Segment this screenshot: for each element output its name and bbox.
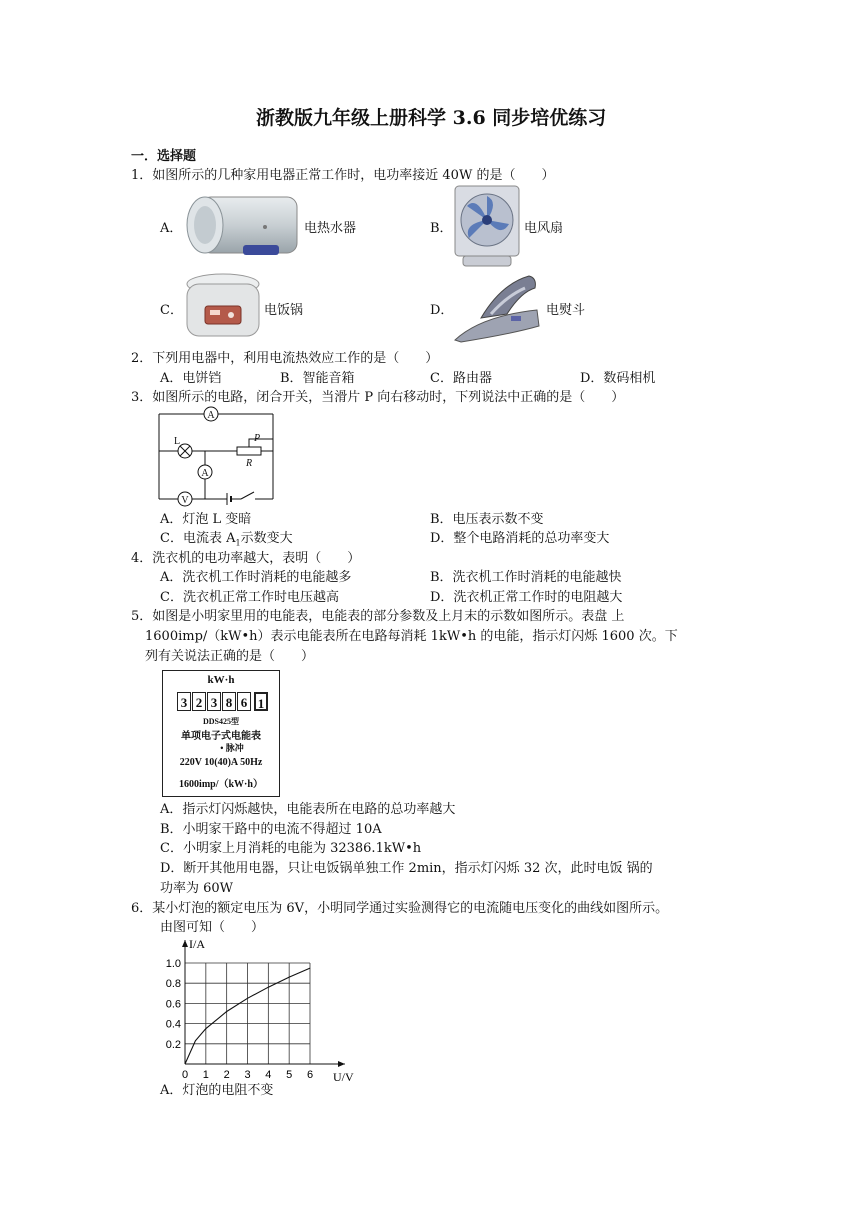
water-heater-image [183, 193, 301, 261]
x-tick-label: 4 [265, 1069, 272, 1081]
meter-digit: 2 [192, 692, 206, 711]
energy-meter [162, 670, 280, 797]
q1-option-a-text: 电热水器 [304, 221, 357, 236]
q4-stem: 4．洗衣机的电功率越大，表明（ ） [131, 551, 361, 566]
q5-option-b: B．小明家干路中的电流不得超过 10A [160, 822, 382, 837]
q1-option-c-label: C． [160, 303, 183, 318]
q1-option-c-text: 电饭锅 [264, 303, 304, 318]
q5-option-d-line1: D．断开其他用电器，只让电饭锅单独工作 2min，指示灯闪烁 32 次，此时电饭 锅的 [160, 861, 653, 876]
section-heading: 一．选择题 [131, 149, 197, 164]
current-voltage-chart [150, 934, 360, 1084]
q3-option-a: A．灯泡 L 变暗 [160, 512, 252, 527]
q3-option-c-sub: 1 [235, 538, 241, 548]
y-tick-label: 1.0 [165, 958, 181, 970]
meter-rating: 220V 10(40)A 50Hz [179, 757, 263, 768]
meter-pulse: • 脉冲 [220, 743, 244, 753]
meter-imp: 1600imp/（kW·h） [179, 779, 263, 790]
q6-option-a: A．灯泡的电阻不变 [160, 1083, 274, 1098]
x-tick-label: 5 [286, 1069, 293, 1081]
q5-stem-line1: 5．如图是小明家里用的电能表，电能表的部分参数及上月末的示数如图所示。表盘 上 [131, 609, 625, 624]
x-tick-label: 3 [244, 1069, 251, 1081]
meter-digit: 3 [207, 692, 221, 711]
q3-option-b: B．电压表示数不变 [430, 512, 544, 527]
x-tick-label: 0 [181, 1069, 189, 1081]
q1-stem: 1．如图所示的几种家用电器正常工作时，电功率接近 40W 的是（ ） [131, 168, 555, 183]
rice-cooker-image [183, 272, 263, 342]
q4-option-a: A．洗衣机工作时消耗的电能越多 [160, 570, 352, 585]
circuit-diagram [155, 404, 280, 508]
voltmeter-label: V [181, 495, 189, 506]
q4-option-c: C．洗衣机正常工作时电压越高 [160, 590, 339, 605]
meter-digit: 6 [237, 692, 251, 711]
meter-digit: 8 [222, 692, 236, 711]
slider-label: P [253, 433, 261, 444]
q1-option-b-text: 电风扇 [524, 221, 564, 236]
meter-digit: 3 [177, 692, 191, 711]
q3-option-d: D．整个电路消耗的总功率变大 [430, 531, 610, 546]
x-axis-label: U/V [333, 1070, 354, 1084]
meter-name: 单项电子式电能表 [181, 731, 261, 742]
q2-option-b: B．智能音箱 [280, 371, 355, 386]
y-tick-label: 0.6 [165, 998, 181, 1011]
q5-stem-line3: 列有关说法正确的是（ ） [145, 649, 315, 664]
q2-option-a: A．电饼铛 [160, 371, 222, 386]
ammeter-top-label: A [207, 410, 215, 421]
q5-stem-line2: 1600imp/（kW•h）表示电能表所在电路每消耗 1kW•h 的电能，指示灯闪烁 1600 次。下 [145, 629, 678, 644]
meter-digit-decimal: 1 [254, 692, 268, 711]
q2-option-c: C．路由器 [430, 371, 492, 386]
q3-option-c-pre: C．电流表 A [160, 531, 236, 546]
q4-option-b: B．洗衣机工作时消耗的电能越快 [430, 570, 622, 585]
lamp-label: L [173, 436, 181, 447]
page-title: 浙教版九年级上册科学 3.6 同步培优练习 [256, 107, 607, 129]
y-tick-label: 0.8 [165, 978, 181, 991]
meter-unit: kW·h [207, 674, 235, 686]
q5-option-d-line2: 功率为 60W [160, 881, 234, 896]
meter-model: DDS425型 [202, 717, 239, 726]
y-axis-arrow [182, 940, 188, 947]
q1-option-a-label: A． [160, 221, 183, 236]
q2-stem: 2．下列用电器中，利用电流热效应工作的是（ ） [131, 351, 439, 366]
q1-option-d-text: 电熨斗 [546, 303, 586, 318]
x-tick-label: 1 [202, 1069, 209, 1081]
x-tick-label: 6 [306, 1069, 314, 1081]
q3-option-c-post: 示数变大 [240, 531, 293, 546]
q5-option-c: C．小明家上月消耗的电能为 32386.1kW•h [160, 841, 422, 856]
y-tick-label: 0.2 [165, 1038, 181, 1051]
y-tick-label: 0.4 [165, 1018, 181, 1031]
q3-stem: 3．如图所示的电路，闭合开关，当滑片 P 向右移动时，下列说法中正确的是（ ） [131, 390, 625, 405]
resistor-label: R [245, 458, 253, 469]
y-axis-label: I/A [189, 937, 205, 951]
x-tick-label: 2 [223, 1069, 230, 1081]
ammeter-a1-label: A [201, 468, 209, 479]
q6-stem-line1: 6．某小灯泡的额定电压为 6V，小明同学通过实验测得它的电流随电压变化的曲线如图所示。 [131, 901, 669, 916]
q2-option-d: D．数码相机 [580, 371, 656, 386]
q1-option-b-label: B． [430, 221, 453, 236]
electric-fan-image [451, 184, 523, 270]
x-axis-arrow [338, 1061, 345, 1067]
electric-iron-image [451, 270, 543, 348]
meter-digits [177, 692, 293, 711]
q1-option-d-label: D． [430, 303, 454, 318]
q6-stem-line2: 由图可知（ ） [160, 920, 265, 935]
q4-option-d: D．洗衣机正常工作时的电阻越大 [430, 590, 623, 605]
q5-option-a: A．指示灯闪烁越快，电能表所在电路的总功率越大 [160, 802, 456, 817]
